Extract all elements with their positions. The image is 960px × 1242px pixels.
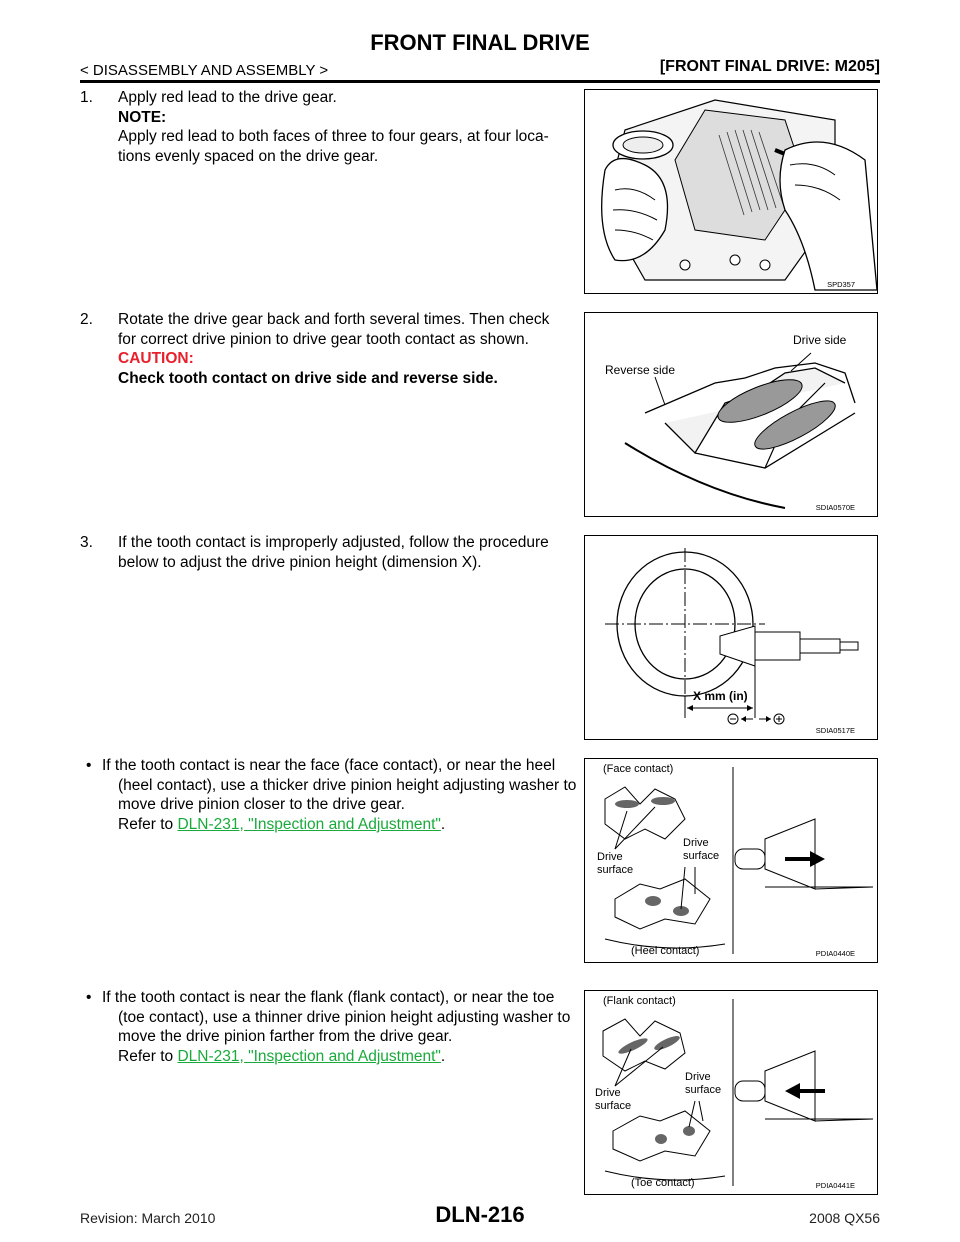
refer-line — [102, 1047, 580, 1067]
reverse-side-label: Reverse side — [605, 363, 676, 377]
section-breadcrumb: < DISASSEMBLY AND ASSEMBLY > — [80, 62, 329, 79]
refer-suffix: . — [440, 815, 446, 833]
figure-pinion-height — [584, 535, 878, 740]
vehicle-model: 2008 QX56 — [809, 1210, 880, 1226]
note-label: NOTE: — [118, 108, 167, 126]
figure-code: SDIA0570E — [815, 503, 855, 512]
note-text-line: Apply red lead to both faces of three to four gears, at four loca- — [118, 128, 549, 145]
figure-code: PDIA0440E — [815, 949, 855, 958]
heel-contact-label: (Heel contact) — [631, 945, 700, 957]
figure-tooth-contact-sides — [584, 312, 878, 517]
figure-code: SDIA0517E — [815, 726, 855, 735]
bullet-text: If the tooth contact is near the flank (flank contact), or near the toe — [102, 989, 555, 1006]
inspection-adjustment-link[interactable]: DLN-231, "Inspection and Adjustment" — [177, 1047, 441, 1065]
page-number: DLN-216 — [435, 1202, 525, 1227]
page-title: FRONT FINAL DRIVE — [370, 30, 590, 55]
caution-label: CAUTION: — [118, 350, 194, 367]
gear-red-lead-illustration — [585, 90, 877, 293]
drive-surface-label-right: Drive surface — [683, 837, 720, 862]
drive-surface-label-right: Drive surface — [685, 1071, 722, 1096]
bullet-text: move the drive pinion farther from the drive gear. — [118, 1028, 453, 1045]
step-text: If the tooth contact is improperly adjusted, follow the procedure — [118, 534, 549, 551]
drive-surface-label-left: Drive surface — [597, 851, 634, 876]
inspection-adjustment-link[interactable]: DLN-231, "Inspection and Adjustment" — [177, 815, 441, 833]
flank-contact-label: (Flank contact) — [603, 995, 676, 1007]
revision-date: Revision: March 2010 — [80, 1210, 216, 1226]
note-text-line: tions evenly spaced on the drive gear. — [118, 147, 379, 165]
pinion-height-diagram — [585, 536, 877, 739]
toe-contact-label: (Toe contact) — [631, 1177, 695, 1189]
face-contact-label: (Face contact) — [603, 763, 674, 775]
x-dimension-label: X mm (in) — [693, 689, 748, 703]
bullet-text: (heel contact), use a thicker drive pinion height adjusting washer to — [118, 776, 577, 794]
refer-prefix: Refer to — [118, 1047, 178, 1065]
refer-suffix: . — [440, 1047, 446, 1065]
step-number: 1. — [80, 89, 93, 106]
bullet-text: move drive pinion closer to the drive gear. — [118, 796, 405, 813]
refer-line — [102, 815, 580, 835]
step-text: Rotate the drive gear back and forth several times. Then check — [118, 311, 550, 328]
header-divider — [80, 80, 880, 83]
figure-code: PDIA0441E — [815, 1181, 855, 1190]
step-text: below to adjust the drive pinion height (dimension X). — [118, 553, 482, 571]
step-text: for correct drive pinion to drive gear tooth contact as shown. — [118, 330, 529, 348]
step-text: Apply red lead to the drive gear. — [118, 89, 337, 106]
step-number: 2. — [80, 311, 93, 328]
drive-surface-label-left: Drive surface — [595, 1087, 632, 1112]
model-tag: [FRONT FINAL DRIVE: M205] — [659, 58, 880, 75]
step-number: 3. — [80, 534, 93, 551]
refer-prefix: Refer to — [118, 815, 178, 833]
bullet-marker: • — [86, 989, 92, 1006]
figure-hands-drive-gear — [584, 89, 878, 294]
bullet-marker: • — [86, 757, 92, 774]
bullet-text: (toe contact), use a thinner drive pinion height adjusting washer to — [118, 1008, 571, 1026]
figure-flank-toe-contact — [584, 990, 878, 1195]
figure-face-heel-contact — [584, 758, 878, 963]
caution-text: Check tooth contact on drive side and reverse side. — [118, 369, 498, 387]
drive-side-label: Drive side — [793, 333, 847, 347]
figure-code: SPD357 — [827, 280, 855, 289]
bullet-text: If the tooth contact is near the face (face contact), or near the heel — [102, 757, 556, 774]
